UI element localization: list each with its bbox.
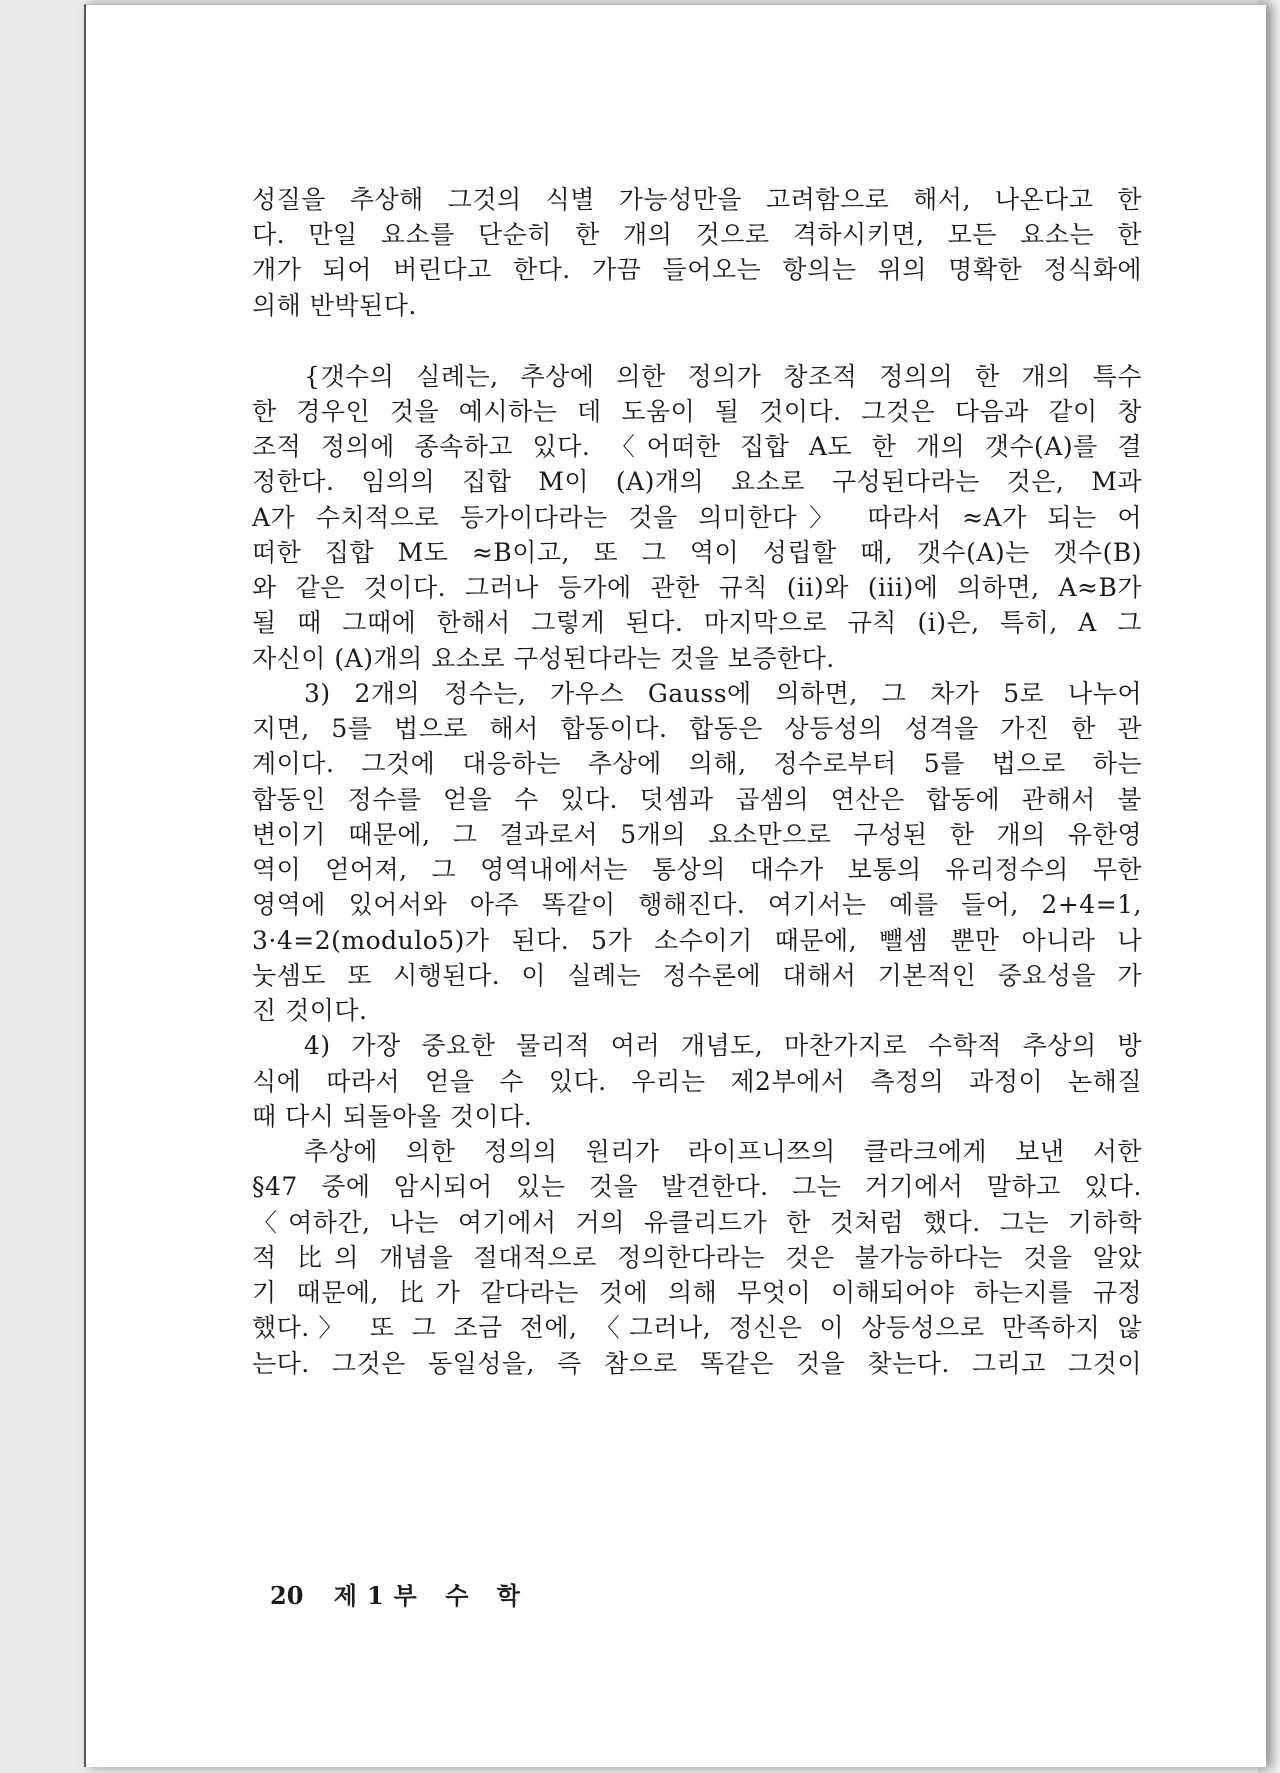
text-line: 〈여하간, 나는 여기에서 거의 유클리드가 한 것처럼 했다. 그는 기하학 xyxy=(252,1208,1142,1237)
text-line: 지면, 5를 법으로 해서 합동이다. 합동은 상등성의 성격을 가진 한 관 xyxy=(252,714,1142,743)
chapter-title: 제1부 수 학 xyxy=(333,1581,530,1610)
text-line: 기 때문에, 比가 같다라는 것에 의해 무엇이 이해되어야 하는지를 규정 xyxy=(252,1278,1142,1307)
text-line: 적 比의 개념을 절대적으로 정의한다라는 것은 불가능하다는 것을 알았 xyxy=(252,1243,1142,1272)
text-line: 했다.〉 또 그 조금 전에, 〈그러나, 정신은 이 상등성으로 만족하지 않 xyxy=(252,1313,1142,1342)
text-line: 3) 2개의 정수는, 가우스 Gauss에 의하면, 그 차가 5로 나누어 xyxy=(304,679,1142,708)
text-line: 는다. 그것은 동일성을, 즉 참으로 똑같은 것을 찾는다. 그리고 그것이 xyxy=(252,1349,1142,1378)
text-line: 눗셈도 또 시행된다. 이 실례는 정수론에 대해서 기본적인 중요성을 가 xyxy=(252,961,1142,990)
text-line: 때 다시 되돌아올 것이다. xyxy=(252,1102,533,1131)
text-line: 정한다. 임의의 집합 M이 (A)개의 요소로 구성된다라는 것은, M과 xyxy=(252,467,1142,496)
text-line: 계이다. 그것에 대응하는 추상에 의해, 정수로부터 5를 법으로 하는 xyxy=(252,749,1142,778)
text-line: {갯수의 실례는, 추상에 의한 정의가 창조적 정의의 한 개의 특수 xyxy=(304,362,1142,391)
text-line: 역이 얻어져, 그 영역내에서는 통상의 대수가 보통의 유리정수의 무한 xyxy=(252,855,1142,884)
page-number: 20 xyxy=(270,1581,304,1610)
text-line: 다. 만일 요소를 단순히 한 개의 것으로 격하시키면, 모든 요소는 한 xyxy=(252,220,1142,249)
text-line: A가 수치적으로 등가이다라는 것을 의미한다〉 따라서 ≈A가 되는 어 xyxy=(252,503,1142,532)
text-line: 합동인 정수를 얻을 수 있다. 덧셈과 곱셈의 연산은 합동에 관해서 불 xyxy=(252,785,1142,814)
text-line: 추상에 의한 정의의 원리가 라이프니쯔의 클라크에게 보낸 서한 xyxy=(304,1137,1142,1166)
text-line: 성질을 추상해 그것의 식별 가능성만을 고려함으로 해서, 나온다고 한 xyxy=(252,185,1142,214)
text-line: 의해 반박된다. xyxy=(252,291,417,320)
text-line: 변이기 때문에, 그 결과로서 5개의 요소만으로 구성된 한 개의 유한영 xyxy=(252,820,1142,849)
text-line: 3·4=2(modulo5)가 된다. 5가 소수이기 때문에, 뺄셈 뿐만 아니라 나 xyxy=(252,926,1142,955)
text-line: 개가 되어 버린다고 한다. 가끔 들어오는 항의는 위의 명확한 정식화에 xyxy=(252,255,1142,284)
text-line: 자신이 (A)개의 요소로 구성된다라는 것을 보증한다. xyxy=(252,644,835,673)
text-line: 떠한 집합 M도 ≈B이고, 또 그 역이 성립할 때, 갯수(A)는 갯수(B) xyxy=(252,538,1142,567)
text-line: 될 때 그때에 한해서 그렇게 된다. 마지막으로 규칙 (i)은, 특히, A 그 xyxy=(252,608,1142,637)
text-line: 식에 따라서 얻을 수 있다. 우리는 제2부에서 측정의 과정이 논해질 xyxy=(252,1067,1142,1096)
page-footer xyxy=(270,1576,530,1611)
text-line: 영역에 있어서와 아주 똑같이 행해진다. 여기서는 예를 들어, 2+4=1, xyxy=(252,890,1142,919)
text-line: 4) 가장 중요한 물리적 여러 개념도, 마찬가지로 수학적 추상의 방 xyxy=(304,1031,1142,1060)
text-line: §47 중에 암시되어 있는 것을 발견한다. 그는 거기에서 말하고 있다. xyxy=(252,1172,1142,1201)
text-line: 와 같은 것이다. 그러나 등가에 관한 규칙 (ii)와 (iii)에 의하면, A≈B가 xyxy=(252,573,1142,602)
text-line: 진 것이다. xyxy=(252,996,368,1025)
text-line: 한 경우인 것을 예시하는 데 도움이 될 것이다. 그것은 다음과 같이 창 xyxy=(252,397,1142,426)
text-line: 조적 정의에 종속하고 있다. 〈어떠한 집합 A도 한 개의 갯수(A)를 결 xyxy=(252,432,1142,461)
